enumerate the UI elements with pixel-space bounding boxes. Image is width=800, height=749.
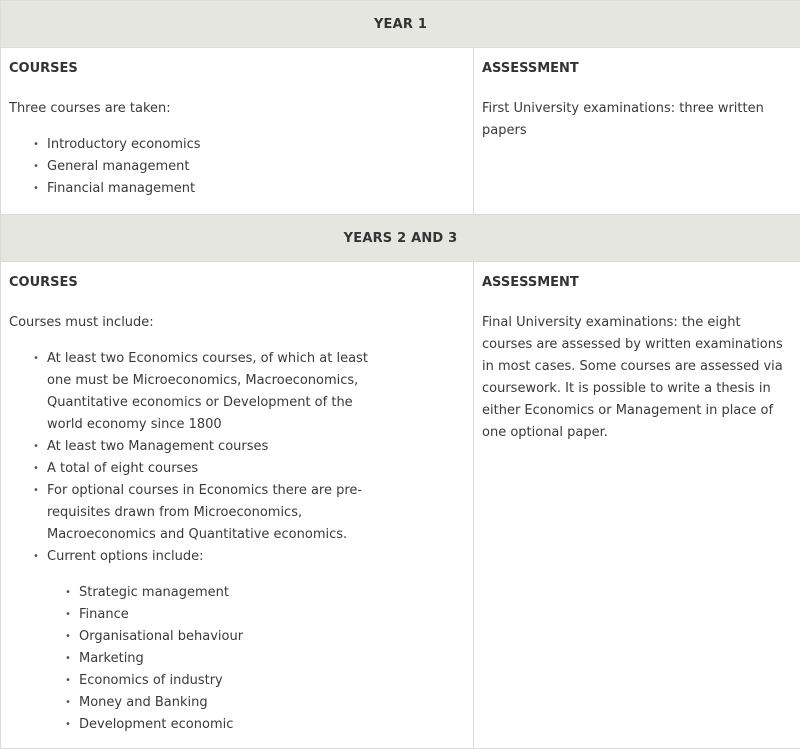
years23-courses-cell <box>1 262 474 749</box>
years23-header: YEARS 2 AND 3 <box>1 215 800 262</box>
years23-assessment-text: Final University examinations: the eight courses are assessed by written examinations in most cases. Some courses are assessed via coursework. It is possible to write a thesis in either Economics or Management in place of one optional paper. <box>482 312 792 444</box>
list-item: • Financial management <box>33 178 465 200</box>
list-item: • Economics of industry <box>65 670 369 692</box>
list-item: • Development economic <box>65 714 369 736</box>
list-item: • Finance <box>65 604 369 626</box>
year1-courses-label: COURSES <box>9 60 465 78</box>
year1-assessment-label: ASSESSMENT <box>482 60 792 78</box>
year1-header-row <box>1 1 800 48</box>
years23-courses-label: COURSES <box>9 274 465 292</box>
year1-assessment-text: First University examinations: three written papers <box>482 98 792 142</box>
list-item: • General management <box>33 156 465 178</box>
options-intro: Current options include: <box>47 549 203 564</box>
year1-header: YEAR 1 <box>1 1 800 48</box>
list-item <box>33 546 369 736</box>
years23-assessment-cell <box>474 262 800 749</box>
list-item: • Marketing <box>65 648 369 670</box>
years23-assessment-label: ASSESSMENT <box>482 274 792 292</box>
year1-courses-intro: Three courses are taken: <box>9 98 465 120</box>
list-item: • Strategic management <box>65 582 369 604</box>
years23-content-row <box>1 262 800 749</box>
years23-requirement-list <box>9 348 369 736</box>
years23-header-row <box>1 215 800 262</box>
years23-courses-intro: Courses must include: <box>9 312 465 334</box>
list-item: • For optional courses in Economics there are pre-requisites drawn from Microeconomics, Macroeconomics and Quantitative economics. <box>33 480 369 546</box>
year1-assessment-cell <box>474 48 800 215</box>
year1-courses-cell <box>1 48 474 215</box>
years23-option-list <box>47 582 369 736</box>
year1-content-row <box>1 48 800 215</box>
list-item: • A total of eight courses <box>33 458 369 480</box>
list-item: • At least two Economics courses, of which at least one must be Microeconomics, Macroeconomics, Quantitative economics or Development of the world economy since 1800 <box>33 348 369 436</box>
year1-course-list <box>9 134 465 200</box>
list-item: • At least two Management courses <box>33 436 369 458</box>
list-item: • Money and Banking <box>65 692 369 714</box>
list-item: • Introductory economics <box>33 134 465 156</box>
list-item: • Organisational behaviour <box>65 626 369 648</box>
